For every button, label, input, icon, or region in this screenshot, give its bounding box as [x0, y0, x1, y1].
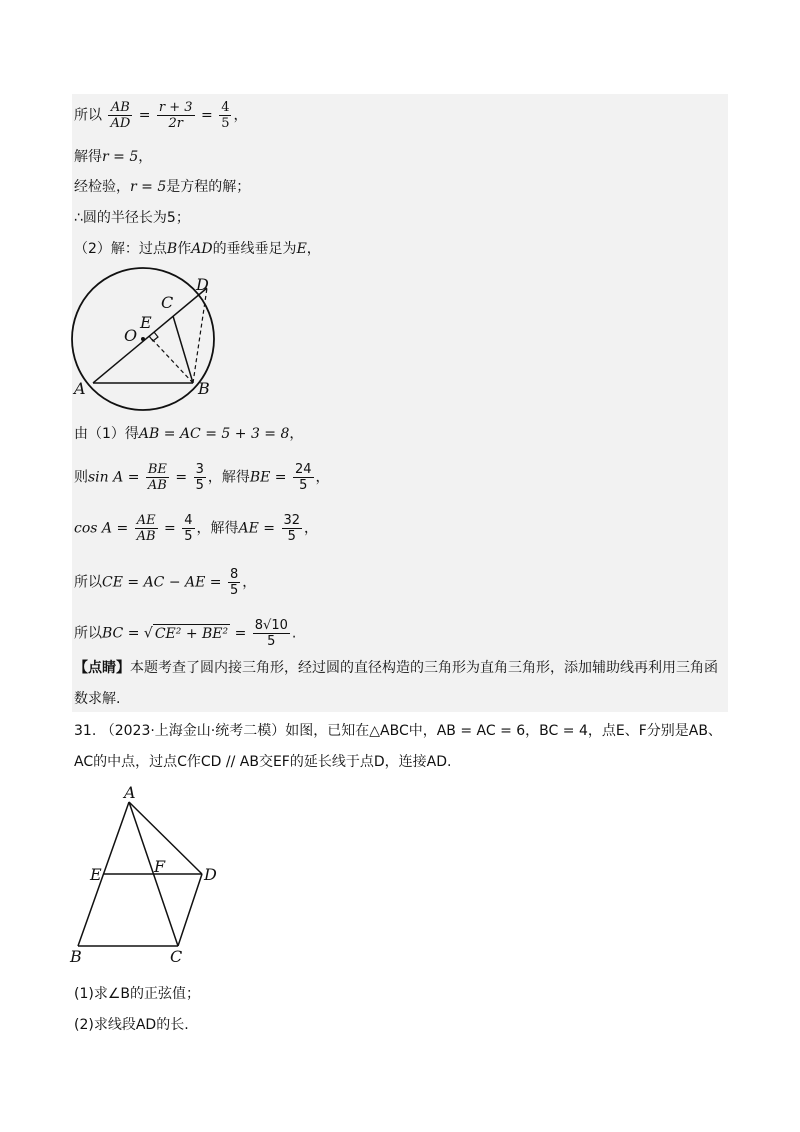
note-line-2: 数求解. — [74, 691, 121, 707]
solution-line-9: 所以CE = AC − AE = $\frac{8}{5}$ ， — [74, 567, 257, 598]
circle-diagram — [60, 262, 240, 422]
solution-line-6: 由（1）得AB = AC = 5 + 3 = 8， — [74, 426, 304, 442]
solution-line-10: 所以BC = √ CE² + BE² = $\frac{8√10}{5}$ . — [74, 618, 297, 649]
label-f: F — [154, 857, 166, 876]
note-line-1: 【点睛】本题考查了圆内接三角形，经过圆的直径构造的三角形为直角三角形，添加辅助线再利用三角函 — [74, 660, 718, 676]
segment-ad — [93, 288, 207, 383]
label-d: D — [204, 865, 217, 884]
solution-line-7: 则sin A = $\frac{BE}{AB}$ = $\frac{3}{5}$ ，解得BE = $\frac{24}{5}$ ， — [74, 462, 330, 493]
center-point — [141, 337, 145, 341]
fraction: $\frac{4}{5}$ — [184, 513, 193, 544]
label-a: A — [124, 784, 136, 802]
fraction: $\frac{r + 3}{2r}$ — [158, 100, 193, 131]
label-o: O — [124, 326, 138, 345]
problem-line-2: AC的中点，过点C作CD // AB交EF的延长线于点D，连接AD. — [74, 754, 452, 770]
label-a: A — [74, 379, 86, 398]
segment-bd-dashed — [193, 288, 207, 383]
solution-line-2: 解得r = 5， — [74, 149, 153, 165]
solution-line-5: （2）解：过点B作AD的垂线垂足为E， — [74, 241, 321, 257]
text: 所以 — [74, 107, 102, 124]
label-b: B — [70, 947, 82, 966]
fraction: $\frac{24}{5}$ — [295, 462, 312, 493]
fraction: $\frac{AE}{AB}$ — [136, 513, 156, 544]
solution-line-1: 所以 $\frac{AB}{AD}$ = $\frac{r + 3}{2r}$ = $\frac{4}{5}$ ， — [74, 100, 248, 131]
fraction: $\frac{BE}{AB}$ — [147, 462, 167, 493]
subquestion-2: (2)求线段AD的长. — [74, 1017, 189, 1033]
segment-cd — [178, 874, 202, 946]
fraction: $\frac{4}{5}$ — [221, 100, 230, 131]
label-e: E — [90, 865, 102, 884]
subquestion-1: (1)求∠B的正弦值； — [74, 986, 200, 1002]
label-e: E — [140, 313, 152, 332]
solution-line-3: 经检验，r = 5是方程的解； — [74, 179, 251, 195]
problem-line-1: 31. （2023·上海金山·统考二模）如图，已知在△ABC中，AB = AC = 6，BC = 4，点E、F分别是AB、 — [74, 723, 722, 739]
label-c: C — [161, 293, 174, 312]
triangle-diagram — [64, 784, 234, 968]
label-b: B — [198, 379, 210, 398]
fraction: $\frac{3}{5}$ — [195, 462, 204, 493]
fraction: $\frac{AB}{AD}$ — [110, 100, 131, 131]
solution-line-8: cos A = $\frac{AE}{AB}$ = $\frac{4}{5}$ ，解得AE = $\frac{32}{5}$ ， — [74, 513, 319, 544]
fraction: $\frac{32}{5}$ — [283, 513, 301, 544]
fraction: $\frac{8√10}{5}$ — [254, 618, 288, 649]
fraction: $\frac{8}{5}$ — [229, 567, 239, 598]
label-c: C — [170, 947, 183, 966]
solution-line-4: ∴圆的半径长为5； — [74, 210, 190, 226]
segment-ad — [129, 802, 202, 874]
label-d: D — [196, 275, 209, 294]
